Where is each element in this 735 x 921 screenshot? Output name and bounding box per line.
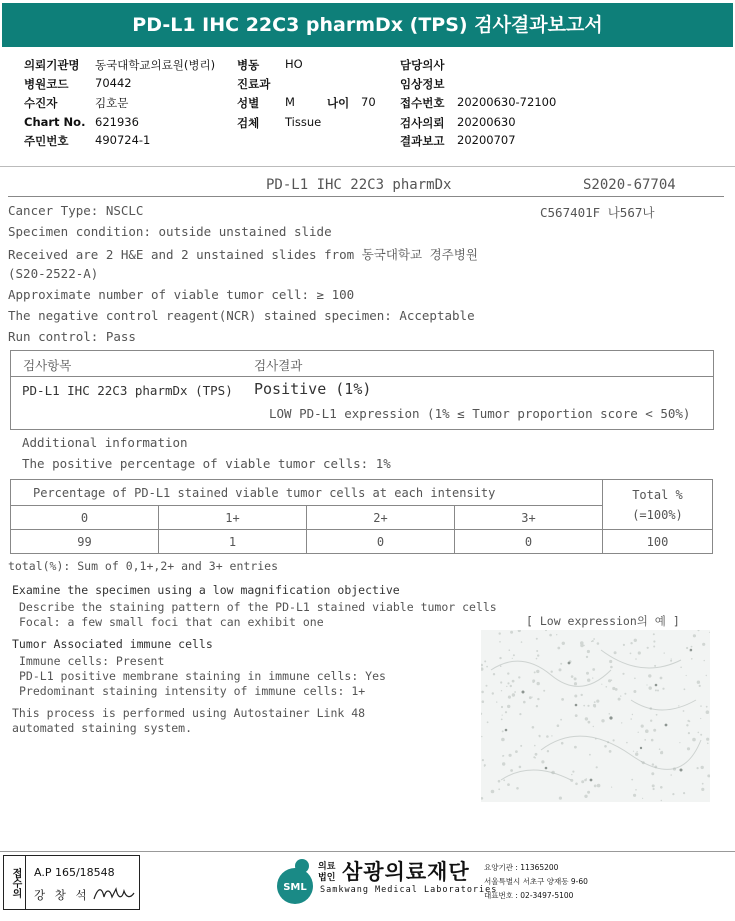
texture-dot [706, 675, 707, 676]
texture-dot [623, 644, 625, 646]
texture-dot [661, 800, 662, 801]
texture-dot [692, 738, 696, 742]
organization-name-en: Samkwang Medical Laboratories [320, 885, 498, 895]
texture-dot [513, 654, 515, 656]
texture-dot [583, 705, 585, 707]
process-line1: This process is performed using Autostainer Link 48 [12, 706, 366, 720]
texture-dot [518, 676, 520, 678]
texture-dot [500, 681, 502, 683]
texture-dot [510, 685, 512, 687]
texture-dot [588, 721, 591, 724]
texture-dot [701, 788, 704, 791]
texture-dot [501, 706, 503, 708]
texture-dot [551, 671, 553, 673]
texture-dot [691, 646, 693, 648]
result-box-divider [11, 376, 713, 377]
immune-line3: Predominant staining intensity of immune cells: 1+ [19, 684, 366, 698]
received-ref: (S20-2522-A) [8, 266, 99, 281]
texture-dot [501, 738, 505, 742]
value-3: 0 [455, 530, 603, 554]
texture-dot [585, 717, 588, 720]
texture-dot [535, 753, 538, 756]
texture-dot [575, 783, 578, 786]
texture-dot [638, 651, 641, 654]
texture-dot [652, 784, 655, 787]
texture-dot [653, 729, 656, 732]
texture-dot [537, 682, 540, 685]
texture-dot [508, 696, 511, 699]
texture-dot [562, 642, 565, 645]
texture-dot [549, 634, 552, 637]
texture-dot [660, 751, 663, 754]
texture-dot [506, 686, 507, 687]
col-result-header: 검사결과 [254, 358, 303, 373]
value-2: 0 [307, 530, 455, 554]
texture-dot [580, 641, 584, 645]
viable-cells: Approximate number of viable tumor cell: ≥ 100 [8, 287, 355, 302]
texture-dot [496, 701, 497, 702]
texture-dot [601, 684, 602, 685]
texture-dot [587, 705, 589, 707]
texture-dot [546, 735, 549, 738]
ap-number: A.P 165/18548 [34, 866, 115, 879]
texture-dot [635, 658, 637, 660]
texture-dot [501, 690, 502, 691]
texture-dot [491, 790, 495, 794]
texture-dot [543, 690, 545, 692]
texture-dot [584, 795, 587, 798]
result-box [10, 350, 714, 430]
immune-line2: PD-L1 positive membrane staining in immune cells: Yes [19, 669, 386, 683]
texture-dot [512, 693, 515, 696]
address: 서울특별시 서초구 양재동 9-60 [484, 877, 588, 886]
texture-dot [689, 721, 691, 723]
texture-dot [533, 756, 535, 758]
texture-dot [574, 677, 577, 680]
texture-dot [487, 721, 489, 723]
texture-dot [503, 755, 505, 757]
texture-dot [601, 719, 604, 722]
texture-dot [706, 710, 710, 714]
texture-dot [686, 647, 688, 649]
level-2: 2+ [307, 506, 455, 530]
texture-dot [606, 686, 608, 688]
texture-dot [502, 730, 504, 732]
texture-dot [634, 639, 637, 642]
texture-dot [537, 698, 539, 700]
texture-dot [500, 665, 502, 667]
texture-dot [651, 772, 654, 775]
texture-dot [536, 650, 538, 652]
texture-dot [574, 695, 577, 698]
texture-dot [638, 732, 639, 733]
texture-dot [536, 670, 539, 673]
texture-dot [536, 658, 538, 660]
value-0: 99 [11, 530, 159, 554]
texture-dot [560, 719, 562, 721]
texture-dot [609, 713, 611, 715]
divider [0, 166, 735, 167]
texture-dot [516, 787, 519, 790]
texture-dot [597, 642, 600, 645]
texture-dot [693, 634, 696, 637]
block-id: C567401F 나567나 [540, 205, 655, 220]
texture-dot [534, 671, 536, 673]
texture-dot [641, 725, 644, 728]
texture-dot [514, 691, 516, 693]
texture-dot [655, 689, 657, 691]
level-0: 0 [11, 506, 159, 530]
texture-dot [482, 700, 485, 703]
texture-dot [507, 672, 509, 674]
texture-dot [697, 681, 700, 684]
texture-dot [632, 714, 633, 715]
ncr-result: The negative control reagent(NCR) stained specimen: Acceptable [8, 308, 475, 323]
texture-dot [604, 745, 607, 748]
texture-dot [521, 641, 523, 643]
texture-dot [502, 715, 503, 716]
texture-dot [539, 736, 541, 738]
texture-dot [702, 783, 704, 785]
texture-dot [630, 653, 632, 655]
texture-dot [536, 705, 538, 707]
texture-dot [686, 675, 687, 676]
texture-dot [633, 690, 636, 693]
texture-dot [684, 688, 686, 690]
texture-dot [686, 724, 688, 726]
texture-dot [687, 747, 690, 750]
texture-dot [657, 690, 659, 692]
texture-dot [486, 666, 488, 668]
texture-dot [591, 641, 592, 642]
texture-dot [512, 680, 515, 683]
texture-dot [557, 647, 560, 650]
col-item-header: 검사항목 [23, 358, 72, 373]
texture-dot [586, 672, 589, 675]
texture-dot [532, 697, 533, 698]
texture-dot [519, 766, 522, 769]
texture-dot [664, 652, 665, 653]
texture-dot [660, 786, 663, 789]
texture-dot [653, 633, 655, 635]
texture-dot [559, 668, 562, 671]
texture-dot [556, 634, 557, 635]
texture-dot [697, 767, 699, 769]
method-line2: Focal: a few small foci that can exhibit one [19, 615, 324, 629]
texture-dot [507, 783, 510, 786]
texture-dot [512, 658, 513, 659]
texture-dot [557, 724, 560, 727]
footer-divider [0, 851, 735, 852]
texture-dot [502, 762, 505, 765]
texture-dot [635, 789, 637, 791]
texture-dot [499, 641, 501, 643]
texture-dot [624, 693, 626, 695]
texture-dot [503, 779, 505, 781]
result-item: PD-L1 IHC 22C3 pharmDx (TPS) [22, 383, 233, 398]
texture-dot [611, 679, 613, 681]
texture-dot [499, 632, 501, 634]
texture-dot [536, 638, 538, 640]
texture-dot [593, 726, 594, 727]
texture-dot [653, 640, 655, 642]
texture-dot [670, 774, 672, 776]
texture-dot [637, 751, 638, 752]
texture-dot [529, 696, 532, 699]
method-title: Examine the specimen using a low magnification objective [12, 583, 400, 597]
texture-dot [662, 688, 664, 690]
texture-dot [589, 754, 591, 756]
texture-dot [532, 681, 534, 683]
texture-dot [571, 774, 572, 775]
value-1: 1 [159, 530, 307, 554]
result-value: Positive (1%) [254, 380, 372, 398]
texture-dot [501, 719, 503, 721]
report-title-banner: PD-L1 IHC 22C3 pharmDx (TPS) 검사결과보고서 [2, 3, 733, 47]
texture-dot [648, 674, 651, 677]
texture-dot [507, 682, 509, 684]
texture-dot [507, 705, 510, 708]
texture-dot [620, 695, 621, 696]
texture-dot [634, 678, 636, 680]
texture-dot [700, 705, 702, 707]
value-total: 100 [603, 530, 713, 554]
texture-dot [609, 750, 612, 753]
texture-dot [482, 759, 484, 761]
received-slides: Received are 2 H&E and 2 unstained slides from 동국대학교 경주병원 [8, 247, 478, 262]
texture-dot [594, 785, 597, 788]
texture-dot [593, 638, 595, 640]
texture-dot [653, 788, 655, 790]
texture-dot [484, 660, 486, 662]
texture-dot [523, 701, 526, 704]
texture-dot [656, 714, 658, 716]
level-3: 3+ [455, 506, 603, 530]
texture-dot [679, 742, 680, 743]
texture-dot [486, 685, 488, 687]
cancer-type: Cancer Type: NSCLC [8, 203, 144, 218]
texture-dot [510, 769, 513, 772]
texture-dot [484, 766, 485, 767]
texture-dot [611, 787, 612, 788]
level-1: 1+ [159, 506, 307, 530]
doctor-name: 강 창 석 [34, 888, 90, 902]
texture-dot [574, 682, 577, 685]
texture-dot [706, 738, 709, 741]
run-control: Run control: Pass [8, 329, 136, 344]
texture-dot [613, 739, 615, 741]
texture-dot [612, 687, 615, 690]
texture-dot [630, 642, 632, 644]
texture-dot [644, 739, 646, 741]
texture-dot [680, 667, 682, 669]
texture-dot [537, 654, 539, 656]
texture-dot [587, 650, 590, 653]
texture-dot [621, 722, 622, 723]
texture-dot [650, 720, 652, 722]
process-line2: automated staining system. [12, 721, 193, 735]
texture-dot [481, 691, 484, 694]
sml-logo [270, 856, 320, 906]
svg-text:SML: SML [283, 882, 307, 893]
texture-dot [678, 705, 679, 706]
tissue-micrograph [481, 630, 710, 802]
texture-dot [659, 748, 661, 750]
texture-dot [618, 698, 621, 701]
test-title: PD-L1 IHC 22C3 pharmDx [266, 177, 452, 193]
texture-dot [626, 742, 628, 744]
texture-dot [551, 735, 552, 736]
specimen-condition: Specimen condition: outside unstained slide [8, 224, 332, 239]
low-expression-image [481, 630, 710, 802]
texture-dot [520, 745, 522, 747]
organization-name: 삼광의료재단 [342, 860, 470, 884]
texture-dot [652, 763, 654, 765]
texture-dot [645, 729, 649, 733]
texture-dot [561, 698, 564, 701]
additional-title: Additional information [22, 435, 188, 450]
texture-dot [515, 750, 518, 753]
texture-dot [509, 754, 512, 757]
image-caption: [ Low expression의 예 ] [526, 614, 680, 628]
texture-dot [660, 677, 663, 680]
immune-line1: Immune cells: Present [19, 654, 165, 668]
intensity-header: Percentage of PD-L1 stained viable tumor cells at each intensity [11, 480, 603, 506]
texture-dot [587, 679, 590, 682]
texture-dot [633, 794, 636, 797]
total-header: Total % (=100%) [603, 480, 713, 530]
texture-dot [581, 780, 584, 783]
texture-dot [499, 657, 501, 659]
texture-dot [683, 710, 685, 712]
texture-dot [532, 726, 535, 729]
texture-dot [594, 701, 596, 703]
texture-dot [647, 647, 649, 649]
texture-dot [574, 746, 577, 749]
texture-dot [691, 658, 693, 660]
signature-stamp [3, 855, 140, 910]
texture-dot [683, 792, 685, 794]
texture-dot [560, 663, 562, 665]
texture-dot [699, 685, 701, 687]
texture-dot [572, 771, 574, 773]
texture-dot [630, 718, 632, 720]
texture-dot [700, 734, 702, 736]
texture-dot [646, 684, 647, 685]
texture-dot [635, 753, 638, 756]
texture-dot [519, 713, 521, 715]
texture-dot [654, 665, 656, 667]
intensity-table [10, 479, 713, 554]
texture-dot [631, 779, 633, 781]
texture-dot [561, 742, 564, 745]
texture-dot [614, 651, 617, 654]
texture-dot [670, 660, 672, 662]
texture-dot [609, 660, 612, 663]
texture-dot [547, 750, 549, 752]
texture-dot [701, 766, 704, 769]
texture-dot [505, 711, 507, 713]
texture-dot [706, 706, 708, 708]
texture-dot [671, 658, 672, 659]
texture-dot [498, 788, 500, 790]
texture-dot [596, 700, 599, 703]
texture-dot [510, 631, 513, 634]
report-number: S2020-67704 [583, 177, 676, 193]
immune-title: Tumor Associated immune cells [12, 637, 213, 651]
texture-dot [672, 793, 674, 795]
texture-dot [651, 739, 654, 742]
texture-dot [541, 760, 544, 763]
texture-dot [707, 743, 709, 745]
corp-prefix: 의료 법인 [318, 862, 336, 883]
texture-dot [493, 673, 495, 675]
texture-dot [608, 679, 611, 682]
texture-dot [653, 646, 655, 648]
texture-dot [688, 732, 690, 734]
texture-dot [700, 718, 701, 719]
additional-text: The positive percentage of viable tumor cells: 1% [22, 456, 391, 471]
texture-dot [622, 673, 624, 675]
texture-dot [649, 686, 652, 689]
texture-dot [481, 736, 482, 737]
texture-dot [592, 677, 593, 678]
texture-dot [571, 675, 574, 678]
license-no: 요양기관 : 11365200 [484, 863, 559, 872]
texture-dot [610, 666, 613, 669]
texture-dot [597, 784, 601, 788]
texture-dot [559, 797, 562, 800]
texture-dot [596, 766, 598, 768]
title-underline [8, 196, 724, 197]
texture-dot [581, 694, 583, 696]
stamp-tag: 접수의 [4, 856, 26, 909]
texture-dot [534, 745, 536, 747]
texture-dot [587, 791, 590, 794]
texture-dot [698, 732, 700, 734]
phone: 대표번호 : 02-3497-5100 [484, 891, 574, 900]
texture-dot [642, 798, 643, 799]
table-note: total(%): Sum of 0,1+,2+ and 3+ entries [8, 559, 279, 573]
texture-dot [704, 660, 705, 661]
method-line1: Describe the staining pattern of the PD-L1 stained viable tumor cells [19, 600, 497, 614]
texture-dot [594, 705, 597, 708]
result-interpretation: LOW PD-L1 expression (1% ≤ Tumor proportion score < 50%) [269, 406, 691, 421]
texture-dot [492, 692, 494, 694]
handwritten-signature [92, 883, 136, 905]
texture-dot [586, 778, 587, 779]
texture-dot [586, 656, 588, 658]
texture-dot [509, 649, 511, 651]
texture-dot [592, 668, 595, 671]
texture-dot [498, 780, 501, 783]
texture-dot [633, 751, 634, 752]
texture-dot [702, 643, 705, 646]
texture-dot [575, 714, 578, 717]
